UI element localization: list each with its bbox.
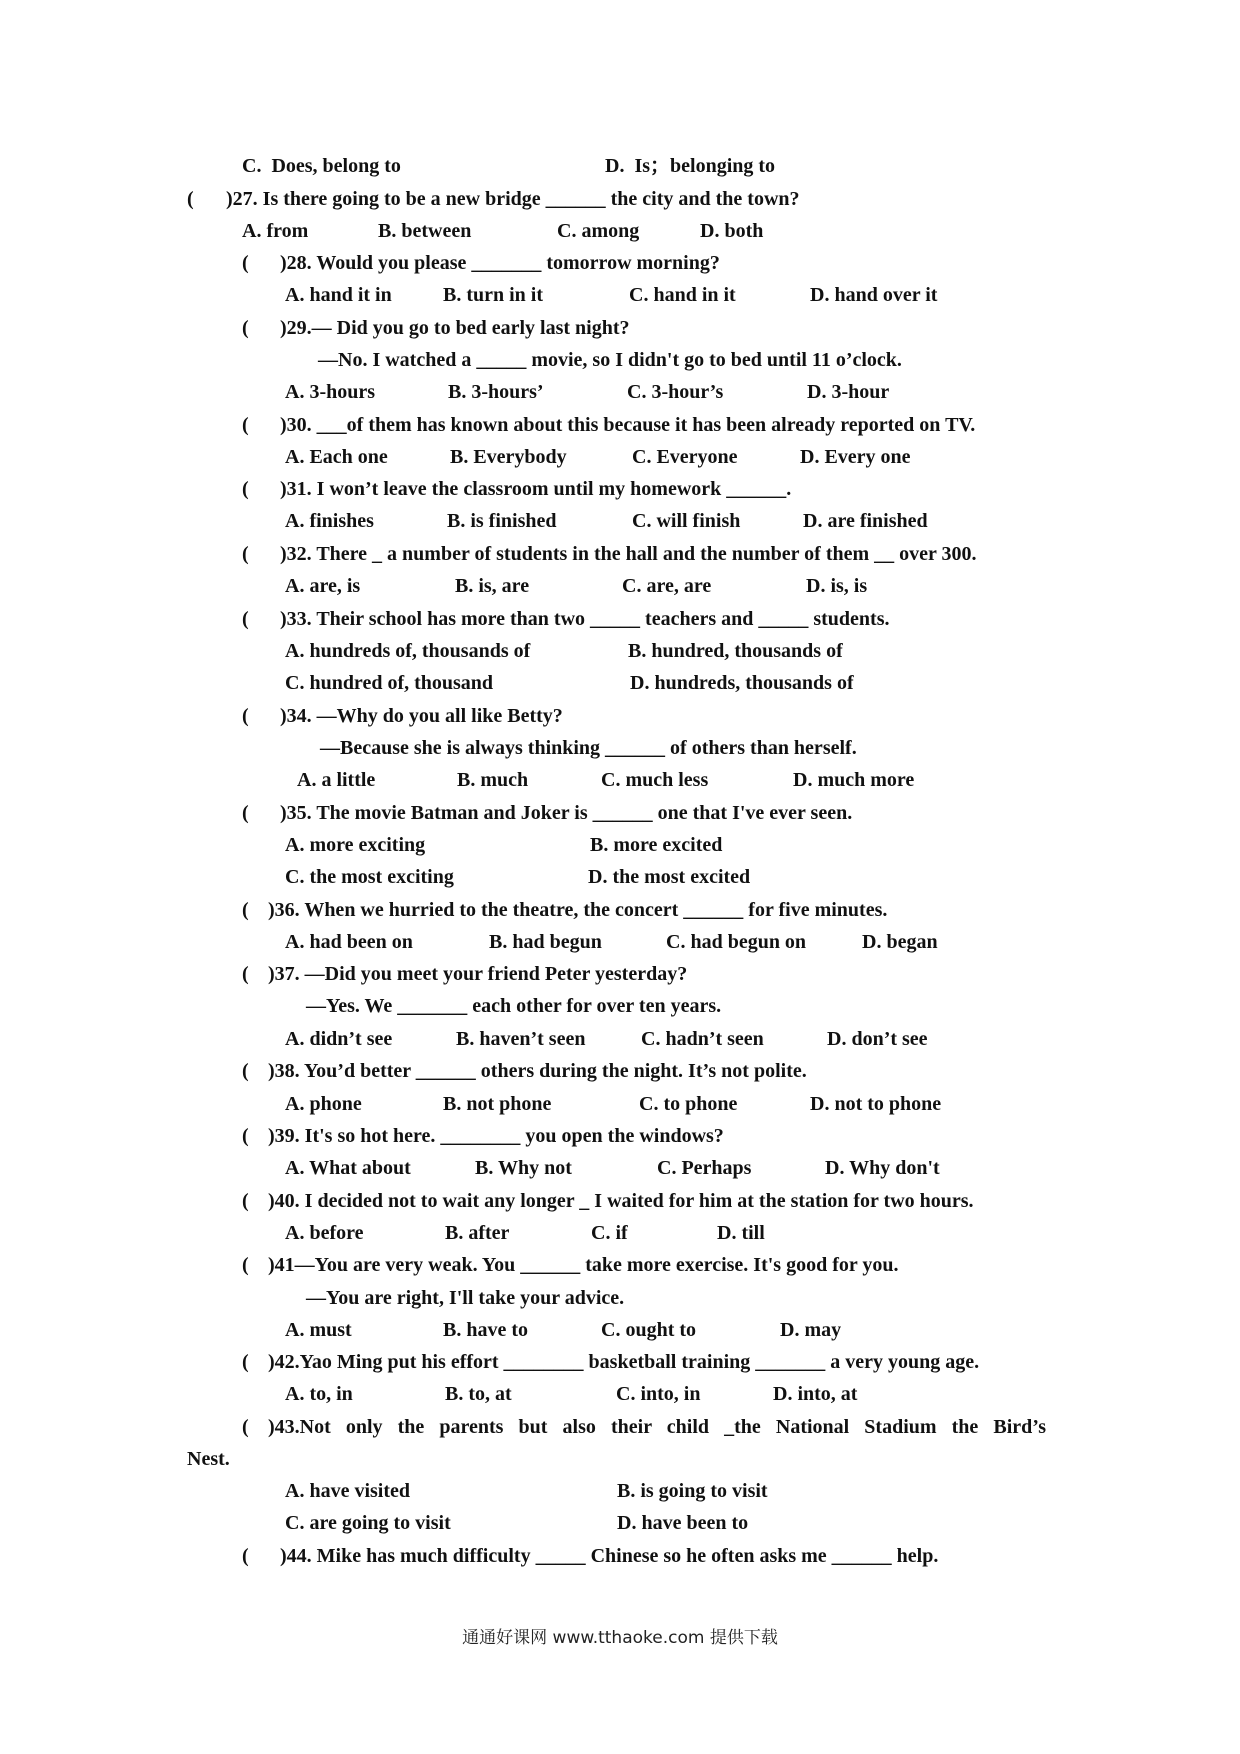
option-a: A. 3-hours — [285, 381, 376, 403]
option-c: C. are, are — [622, 575, 712, 597]
question-37-reply: —Yes. We _______ each other for over ten years. — [306, 995, 722, 1017]
q26-option-d: D. Is；belonging to — [605, 155, 776, 177]
option-b: B. 3-hours’ — [448, 381, 544, 403]
option-b: B. hundred, thousands of — [628, 640, 843, 662]
option-c: C. to phone — [639, 1093, 738, 1115]
option-a: A. finishes — [285, 510, 374, 532]
option-a: A. didn’t see — [285, 1028, 393, 1050]
answer-paren: ( — [242, 963, 249, 985]
option-b: B. Everybody — [450, 446, 567, 468]
option-b: B. Why not — [475, 1157, 572, 1179]
option-c: C. hand in it — [629, 284, 736, 306]
question-41: )41—You are very weak. You ______ take more exercise. It's good for you. — [268, 1254, 899, 1276]
answer-paren: ( — [242, 1416, 249, 1438]
question-29: )29.— Did you go to bed early last night? — [280, 317, 630, 339]
option-a: A. to, in — [285, 1383, 353, 1405]
option-a: A. What about — [285, 1157, 411, 1179]
option-b: B. had begun — [489, 931, 602, 953]
option-c: C. among — [557, 220, 640, 242]
option-d: D. much more — [793, 769, 915, 791]
answer-paren: ( — [242, 414, 249, 436]
option-d: D. into, at — [773, 1383, 858, 1405]
option-d: D. Why don't — [825, 1157, 940, 1179]
question-34-reply: —Because she is always thinking ______ of others than herself. — [320, 737, 857, 759]
option-a: A. had been on — [285, 931, 413, 953]
option-a: A. phone — [285, 1093, 362, 1115]
answer-paren: ( — [242, 317, 249, 339]
question-27: )27. Is there going to be a new bridge ______ the city and the town? — [226, 188, 800, 210]
question-38: )38. You’d better ______ others during the night. It’s not polite. — [268, 1060, 807, 1082]
answer-paren: ( — [242, 1190, 249, 1212]
option-b: B. to, at — [445, 1383, 512, 1405]
option-b: B. is, are — [455, 575, 530, 597]
option-d: D. hand over it — [810, 284, 938, 306]
question-32: )32. There _ a number of students in the hall and the number of them __ over 300. — [280, 543, 977, 565]
option-d: D. have been to — [617, 1512, 749, 1534]
question-34: )34. —Why do you all like Betty? — [280, 705, 563, 727]
option-d: D. hundreds, thousands of — [630, 672, 854, 694]
option-c: C. much less — [601, 769, 709, 791]
option-a: A. hundreds of, thousands of — [285, 640, 531, 662]
option-b: B. more excited — [590, 834, 723, 856]
question-36: )36. When we hurried to the theatre, the concert ______ for five minutes. — [268, 899, 888, 921]
option-a: A. must — [285, 1319, 352, 1341]
question-35: )35. The movie Batman and Joker is ______ one that I've ever seen. — [280, 802, 853, 824]
question-30: )30. ___of them has known about this because it has been already reported on TV. — [280, 414, 976, 436]
option-b: B. after — [445, 1222, 510, 1244]
q26-option-c: C. Does, belong to — [242, 155, 401, 177]
answer-paren: ( — [242, 543, 249, 565]
option-c: C. Everyone — [632, 446, 738, 468]
option-c: C. ought to — [601, 1319, 697, 1341]
option-a: A. a little — [297, 769, 376, 791]
option-c: C. the most exciting — [285, 866, 454, 888]
option-d: D. till — [717, 1222, 765, 1244]
option-a: A. Each one — [285, 446, 388, 468]
answer-paren: ( — [242, 478, 249, 500]
option-a: A. more exciting — [285, 834, 426, 856]
question-41-reply: —You are right, I'll take your advice. — [306, 1287, 625, 1309]
question-29-reply: —No. I watched a _____ movie, so I didn't go to bed until 11 o’clock. — [318, 349, 902, 371]
option-d: D. is, is — [806, 575, 868, 597]
answer-paren: ( — [242, 1125, 249, 1147]
answer-paren: ( — [242, 1545, 249, 1567]
answer-paren: ( — [187, 188, 194, 210]
question-33: )33. Their school has more than two _____ teachers and _____ students. — [280, 608, 890, 630]
question-43: )43.Not only the parents but also their child _the National Stadium the Bird’s — [268, 1416, 1046, 1438]
option-c: C. Perhaps — [657, 1157, 752, 1179]
answer-paren: ( — [242, 1060, 249, 1082]
option-b: B. is going to visit — [617, 1480, 768, 1502]
option-b: B. not phone — [443, 1093, 552, 1115]
option-b: B. between — [378, 220, 472, 242]
answer-paren: ( — [242, 608, 249, 630]
option-d: D. don’t see — [827, 1028, 928, 1050]
option-b: B. much — [457, 769, 529, 791]
option-c: C. will finish — [632, 510, 741, 532]
option-a: A. have visited — [285, 1480, 410, 1502]
question-28: )28. Would you please _______ tomorrow morning? — [280, 252, 720, 274]
answer-paren: ( — [242, 899, 249, 921]
option-c: C. 3-hour’s — [627, 381, 724, 403]
option-a: A. from — [242, 220, 309, 242]
option-c: C. into, in — [616, 1383, 701, 1405]
option-c: C. if — [591, 1222, 628, 1244]
question-40: )40. I decided not to wait any longer _ I waited for him at the station for two hours. — [268, 1190, 974, 1212]
answer-paren: ( — [242, 252, 249, 274]
question-43-continuation: Nest. — [187, 1448, 230, 1470]
option-d: D. Every one — [800, 446, 911, 468]
question-31: )31. I won’t leave the classroom until my homework ______. — [280, 478, 792, 500]
option-d: D. not to phone — [810, 1093, 942, 1115]
option-c: C. hundred of, thousand — [285, 672, 494, 694]
option-c: C. had begun on — [666, 931, 807, 953]
option-b: B. have to — [443, 1319, 528, 1341]
option-a: A. are, is — [285, 575, 361, 597]
answer-paren: ( — [242, 1351, 249, 1373]
option-a: A. before — [285, 1222, 364, 1244]
answer-paren: ( — [242, 705, 249, 727]
answer-paren: ( — [242, 802, 249, 824]
question-44: )44. Mike has much difficulty _____ Chinese so he often asks me ______ help. — [280, 1545, 939, 1567]
question-39: )39. It's so hot here. ________ you open the windows? — [268, 1125, 724, 1147]
answer-paren: ( — [242, 1254, 249, 1276]
question-42: )42.Yao Ming put his effort ________ basketball training _______ a very young age. — [268, 1351, 980, 1373]
option-d: D. 3-hour — [807, 381, 890, 403]
option-a: A. hand it in — [285, 284, 392, 306]
option-b: B. haven’t seen — [456, 1028, 586, 1050]
option-d: D. both — [700, 220, 764, 242]
option-d: D. may — [780, 1319, 842, 1341]
question-37: )37. —Did you meet your friend Peter yesterday? — [268, 963, 688, 985]
option-d: D. began — [862, 931, 938, 953]
option-b: B. is finished — [447, 510, 557, 532]
option-d: D. the most excited — [588, 866, 751, 888]
option-c: C. hadn’t seen — [641, 1028, 764, 1050]
option-c: C. are going to visit — [285, 1512, 451, 1534]
page-footer: 通通好课网 www.tthaoke.com 提供下载 — [462, 1628, 778, 1648]
option-b: B. turn in it — [443, 284, 544, 306]
option-d: D. are finished — [803, 510, 928, 532]
